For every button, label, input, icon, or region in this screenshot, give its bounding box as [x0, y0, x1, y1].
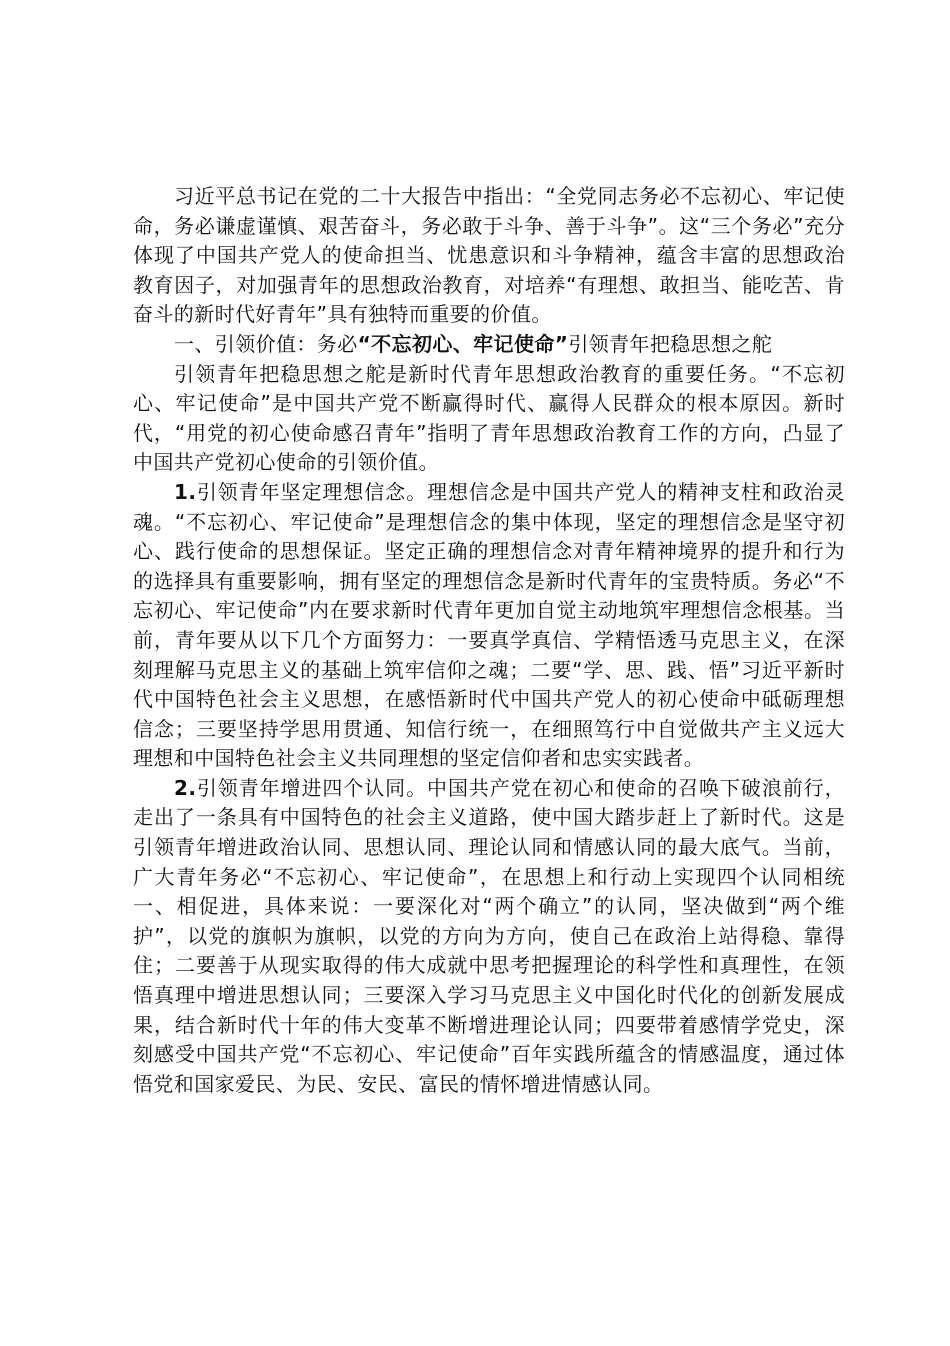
- point-paragraph: [133, 774, 845, 1100]
- point-text: 引领青年坚定理想信念。理想信念是中国共产党人的精神支柱和政治灵魂。“不忘初心、牢记使命”是理想信念的集中体现，坚定的理想信念是坚守初心、践行使命的思想保证。坚定正确的理想信念对青年精神境界的提升和行为的选择具有重要影响，拥有坚定的理想信念是新时代青年的宝贵特质。务必“不忘初心、牢记使命”内在要求新时代青年更加自觉主动地筑牢理想信念根基。当前，青年要从以下几个方面努力：一要真学真信、学精悟透马克思主义，在深刻理解马克思主义的基础上筑牢信仰之魂；二要“学、思、践、悟”习近平新时代中国特色社会主义思想，在感悟新时代中国共产党人的初心使命中砥砺理想信念；三要坚持学思用贯通、知信行统一，在细照笃行中自觉做共产主义远大理想和中国特色社会主义共同理想的坚定信仰者和忠实实践者。: [133, 479, 845, 771]
- point-number: 1.: [174, 479, 197, 504]
- point-number: 2.: [174, 775, 197, 800]
- point-paragraph: [133, 478, 845, 774]
- section-heading-quote: “不忘初心、牢记使命”: [357, 331, 569, 356]
- document-body: [133, 182, 845, 1099]
- point-text: 引领青年增进四个认同。中国共产党在初心和使命的召唤下破浪前行，走出了一条具有中国特色的社会主义道路，使中国大踏步赶上了新时代。这是引领青年增进政治认同、思想认同、理论认同和情感认同的最大底气。当前，广大青年务必“不忘初心、牢记使命”，在思想上和行动上实现四个认同相统一、相促进，具体来说：一要深化对“两个确立”的认同，坚决做到“两个维护”，以党的旗帜为旗帜，以党的方向为方向，使自己在政治上站得稳、靠得住；二要善于从现实取得的伟大成就中思考把握理论的科学性和真理性，在领悟真理中增进思想认同；三要深入学习马克思主义中国化时代化的创新发展成果，结合新时代十年的伟大变革不断增进理论认同；四要带着感情学党史，深刻感受中国共产党“不忘初心、牢记使命”百年实践所蕴含的情感温度，通过体悟党和国家爱民、为民、安民、富民的情怀增进情感认同。: [133, 775, 845, 1096]
- section-heading-prefix: 一、引领价值：务必: [174, 331, 358, 356]
- section-heading: [133, 330, 845, 360]
- section-heading-suffix: 引领青年把稳思想之舵: [568, 331, 773, 356]
- intro-paragraph: 习近平总书记在党的二十大报告中指出：“全党同志务必不忘初心、牢记使命，务必谦虚谨慎、艰苦奋斗，务必敢于斗争、善于斗争”。这“三个务必”充分体现了中国共产党人的使命担当、忧患意识和斗争精神，蕴含丰富的思想政治教育因子，对加强青年的思想政治教育，对培养“有理想、敢担当、能吃苦、肯奋斗的新时代好青年”具有独特而重要的价值。: [133, 184, 845, 327]
- section-intro-paragraph: 引领青年把稳思想之舵是新时代青年思想政治教育的重要任务。“不忘初心、牢记使命”是中国共产党不断赢得时代、赢得人民群众的根本原因。新时代，“用党的初心使命感召青年”指明了青年思想政治教育工作的方向，凸显了中国共产党初心使命的引领价值。: [133, 361, 845, 475]
